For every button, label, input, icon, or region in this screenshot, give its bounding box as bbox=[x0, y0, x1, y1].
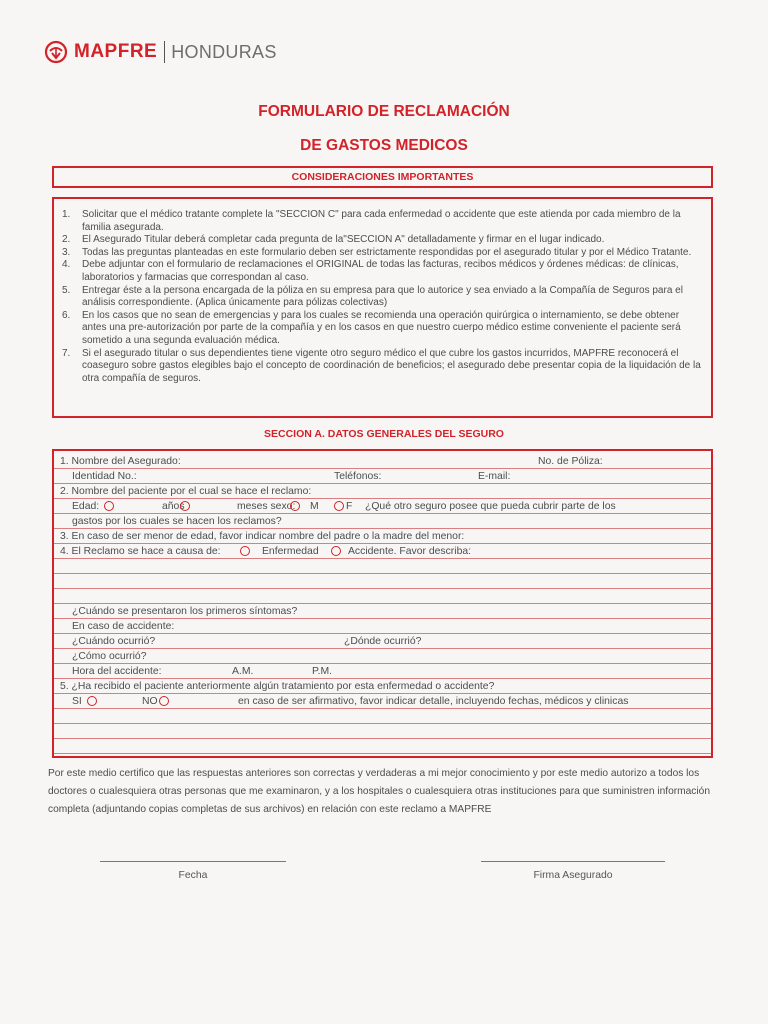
radio-anos[interactable] bbox=[180, 501, 190, 512]
fecha-signature-line[interactable] bbox=[100, 861, 286, 862]
radio-sexo-m[interactable] bbox=[290, 501, 300, 512]
logo-divider bbox=[164, 41, 165, 63]
form-row-sintomas[interactable] bbox=[54, 604, 711, 619]
list-item: 7. Si el asegurado titular o sus dependientes tiene vigente otro seguro médico el que cubre los gastos incurridos, MAPFRE reconocerá el coaseguro sobre gastos elegibles bajo el concepto de coordinación de beneficios; el asegurado debe presentar copia de la liquidación de la otra compañía de seguros. bbox=[62, 347, 701, 384]
radio-edad[interactable] bbox=[104, 501, 114, 512]
form-row-hora[interactable] bbox=[54, 664, 711, 679]
brand-country: HONDURAS bbox=[171, 41, 277, 62]
label-nombre-paciente: 2. Nombre del paciente por el cual se hace el reclamo: bbox=[60, 486, 312, 497]
form-row-menor[interactable] bbox=[54, 529, 711, 544]
label-no: NO bbox=[142, 696, 158, 707]
section-a-form bbox=[52, 449, 713, 758]
radio-si[interactable] bbox=[87, 696, 97, 707]
form-row-gastos[interactable] bbox=[54, 514, 711, 529]
label-otro-seguro-2: gastos por los cuales se hacen los reclamos? bbox=[72, 516, 282, 527]
label-nombre-asegurado: 1. Nombre del Asegurado: bbox=[60, 456, 181, 467]
list-item: 2. El Asegurado Titular deberá completar cada pregunta de la"SECCION A" detalladamente y firmar en el lugar indicado. bbox=[62, 234, 605, 246]
form-row-cuando[interactable] bbox=[54, 634, 711, 649]
form-row-caso-accidente[interactable] bbox=[54, 619, 711, 634]
form-row-como[interactable] bbox=[54, 649, 711, 664]
label-sexo-f: F bbox=[346, 501, 353, 512]
form-row-blank[interactable] bbox=[54, 739, 711, 754]
label-caso-afirmativo: en caso de ser afirmativo, favor indicar detalle, incluyendo fechas, médicos y clinicas bbox=[238, 696, 629, 707]
label-meses-sexo: meses sexo: bbox=[237, 501, 296, 512]
form-row-asegurado[interactable] bbox=[54, 454, 711, 469]
label-enfermedad: Enfermedad bbox=[262, 546, 319, 557]
label-hora-accidente: Hora del accidente: bbox=[72, 666, 162, 677]
label-telefonos: Teléfonos: bbox=[334, 471, 382, 482]
label-pm: P.M. bbox=[312, 666, 333, 677]
brand-name: MAPFRE bbox=[74, 41, 158, 62]
form-row-tratamiento[interactable] bbox=[54, 679, 711, 694]
label-am: A.M. bbox=[232, 666, 254, 677]
label-accidente: Accidente. Favor describa: bbox=[348, 546, 472, 557]
form-row-blank[interactable] bbox=[54, 559, 711, 574]
label-firma: Firma Asegurado bbox=[533, 870, 613, 881]
radio-no[interactable] bbox=[159, 696, 169, 707]
label-menor-edad: 3. En caso de ser menor de edad, favor indicar nombre del padre o la madre del menor: bbox=[60, 531, 465, 542]
form-row-blank[interactable] bbox=[54, 709, 711, 724]
label-email: E-mail: bbox=[478, 471, 511, 482]
label-si: SI bbox=[72, 696, 82, 707]
list-item: 5. Entregar éste a la persona encargada de la póliza en su empresa para que lo autorice y sea enviado a la Compañía de Seguros para el análisis correspondiente. (Aplica únicamente para pólizas colectivas) bbox=[62, 284, 683, 309]
list-item: 4. Debe adjuntar con el formulario de reclamaciones el ORIGINAL de todas las facturas, recibos médicos y órdenes médicas: de clínicas, laboratorios y farmacias que correspondan al caso. bbox=[62, 259, 679, 283]
label-fecha: Fecha bbox=[178, 870, 208, 881]
form-row-causa[interactable] bbox=[54, 544, 711, 559]
certification-text: Por este medio certifico que las respuestas anteriores son correctas y verdaderas a mi mejor conocimiento y por este medio autorizo a todos los doctores o cualesquiera otras personas que me examinaron, y a los hospitales o cualesquiera otras instituciones para que suministren información completa (adjuntando copias completas de sus archivos) en relación con este reclamo a MAPFRE bbox=[48, 768, 710, 815]
form-row-si-no[interactable] bbox=[54, 694, 711, 709]
label-otro-seguro: ¿Qué otro seguro posee que pueda cubrir parte de los bbox=[365, 501, 616, 512]
label-primeros-sintomas: ¿Cuándo se presentaron los primeros síntomas? bbox=[72, 606, 298, 617]
section-a-heading: SECCION A. DATOS GENERALES DEL SEGURO bbox=[264, 428, 504, 440]
list-item: 1. Solicitar que el médico tratante complete la "SECCION C" para cada enfermedad o accidente que este atienda por cada miembro de la familia asegurada. bbox=[62, 209, 681, 233]
form-row-blank[interactable] bbox=[54, 724, 711, 739]
label-tratamiento: 5. ¿Ha recibido el paciente anteriormente algún tratamiento por esta enfermedad o accidente? bbox=[60, 681, 495, 692]
firma-signature-line[interactable] bbox=[481, 861, 665, 862]
list-item: 3. Todas las preguntas planteadas en este formulario deben ser estrictamente respondidas por el asegurado titular y por el Médico Tratante. bbox=[62, 246, 692, 258]
form-subtitle: DE GASTOS MEDICOS bbox=[300, 137, 468, 154]
label-anos: años bbox=[162, 501, 185, 512]
label-no-poliza: No. de Póliza: bbox=[538, 456, 603, 467]
label-reclamo-causa: 4. El Reclamo se hace a causa de: bbox=[60, 546, 221, 557]
mapfre-logo-icon bbox=[44, 40, 68, 64]
considerations-list bbox=[62, 209, 703, 385]
label-identidad: Identidad No.: bbox=[72, 471, 137, 482]
label-edad: Edad: bbox=[72, 501, 100, 512]
form-row-paciente[interactable] bbox=[54, 484, 711, 499]
label-donde-ocurrio: ¿Dónde ocurrió? bbox=[344, 636, 422, 647]
radio-sexo-f[interactable] bbox=[334, 501, 344, 512]
form-title: FORMULARIO DE RECLAMACIÓN bbox=[258, 103, 510, 120]
label-sexo-m: M bbox=[310, 501, 319, 512]
label-cuando-ocurrio: ¿Cuándo ocurrió? bbox=[72, 636, 156, 647]
label-como-ocurrio: ¿Cómo ocurrió? bbox=[72, 651, 147, 662]
list-item: 6. En los casos que no sean de emergencias y para los cuales se recomienda una operación quirúrgica o internamiento, se debe obtener antes una pre-autorización por parte de la compañía y en los casos en que nuestro cuerpo médico estime conveniente el paciente será sometido a una segunda evaluación médica. bbox=[62, 309, 681, 346]
form-row-blank[interactable] bbox=[54, 574, 711, 589]
header-logo bbox=[44, 38, 277, 66]
radio-enfermedad[interactable] bbox=[240, 546, 250, 557]
considerations-heading-box bbox=[52, 166, 713, 188]
form-row-identidad[interactable] bbox=[54, 469, 711, 484]
considerations-box bbox=[52, 197, 713, 418]
label-caso-accidente: En caso de accidente: bbox=[72, 621, 175, 632]
form-row-edad[interactable] bbox=[54, 499, 711, 514]
considerations-heading: CONSIDERACIONES IMPORTANTES bbox=[291, 171, 474, 183]
form-row-blank[interactable] bbox=[54, 589, 711, 604]
radio-accidente[interactable] bbox=[331, 546, 341, 557]
